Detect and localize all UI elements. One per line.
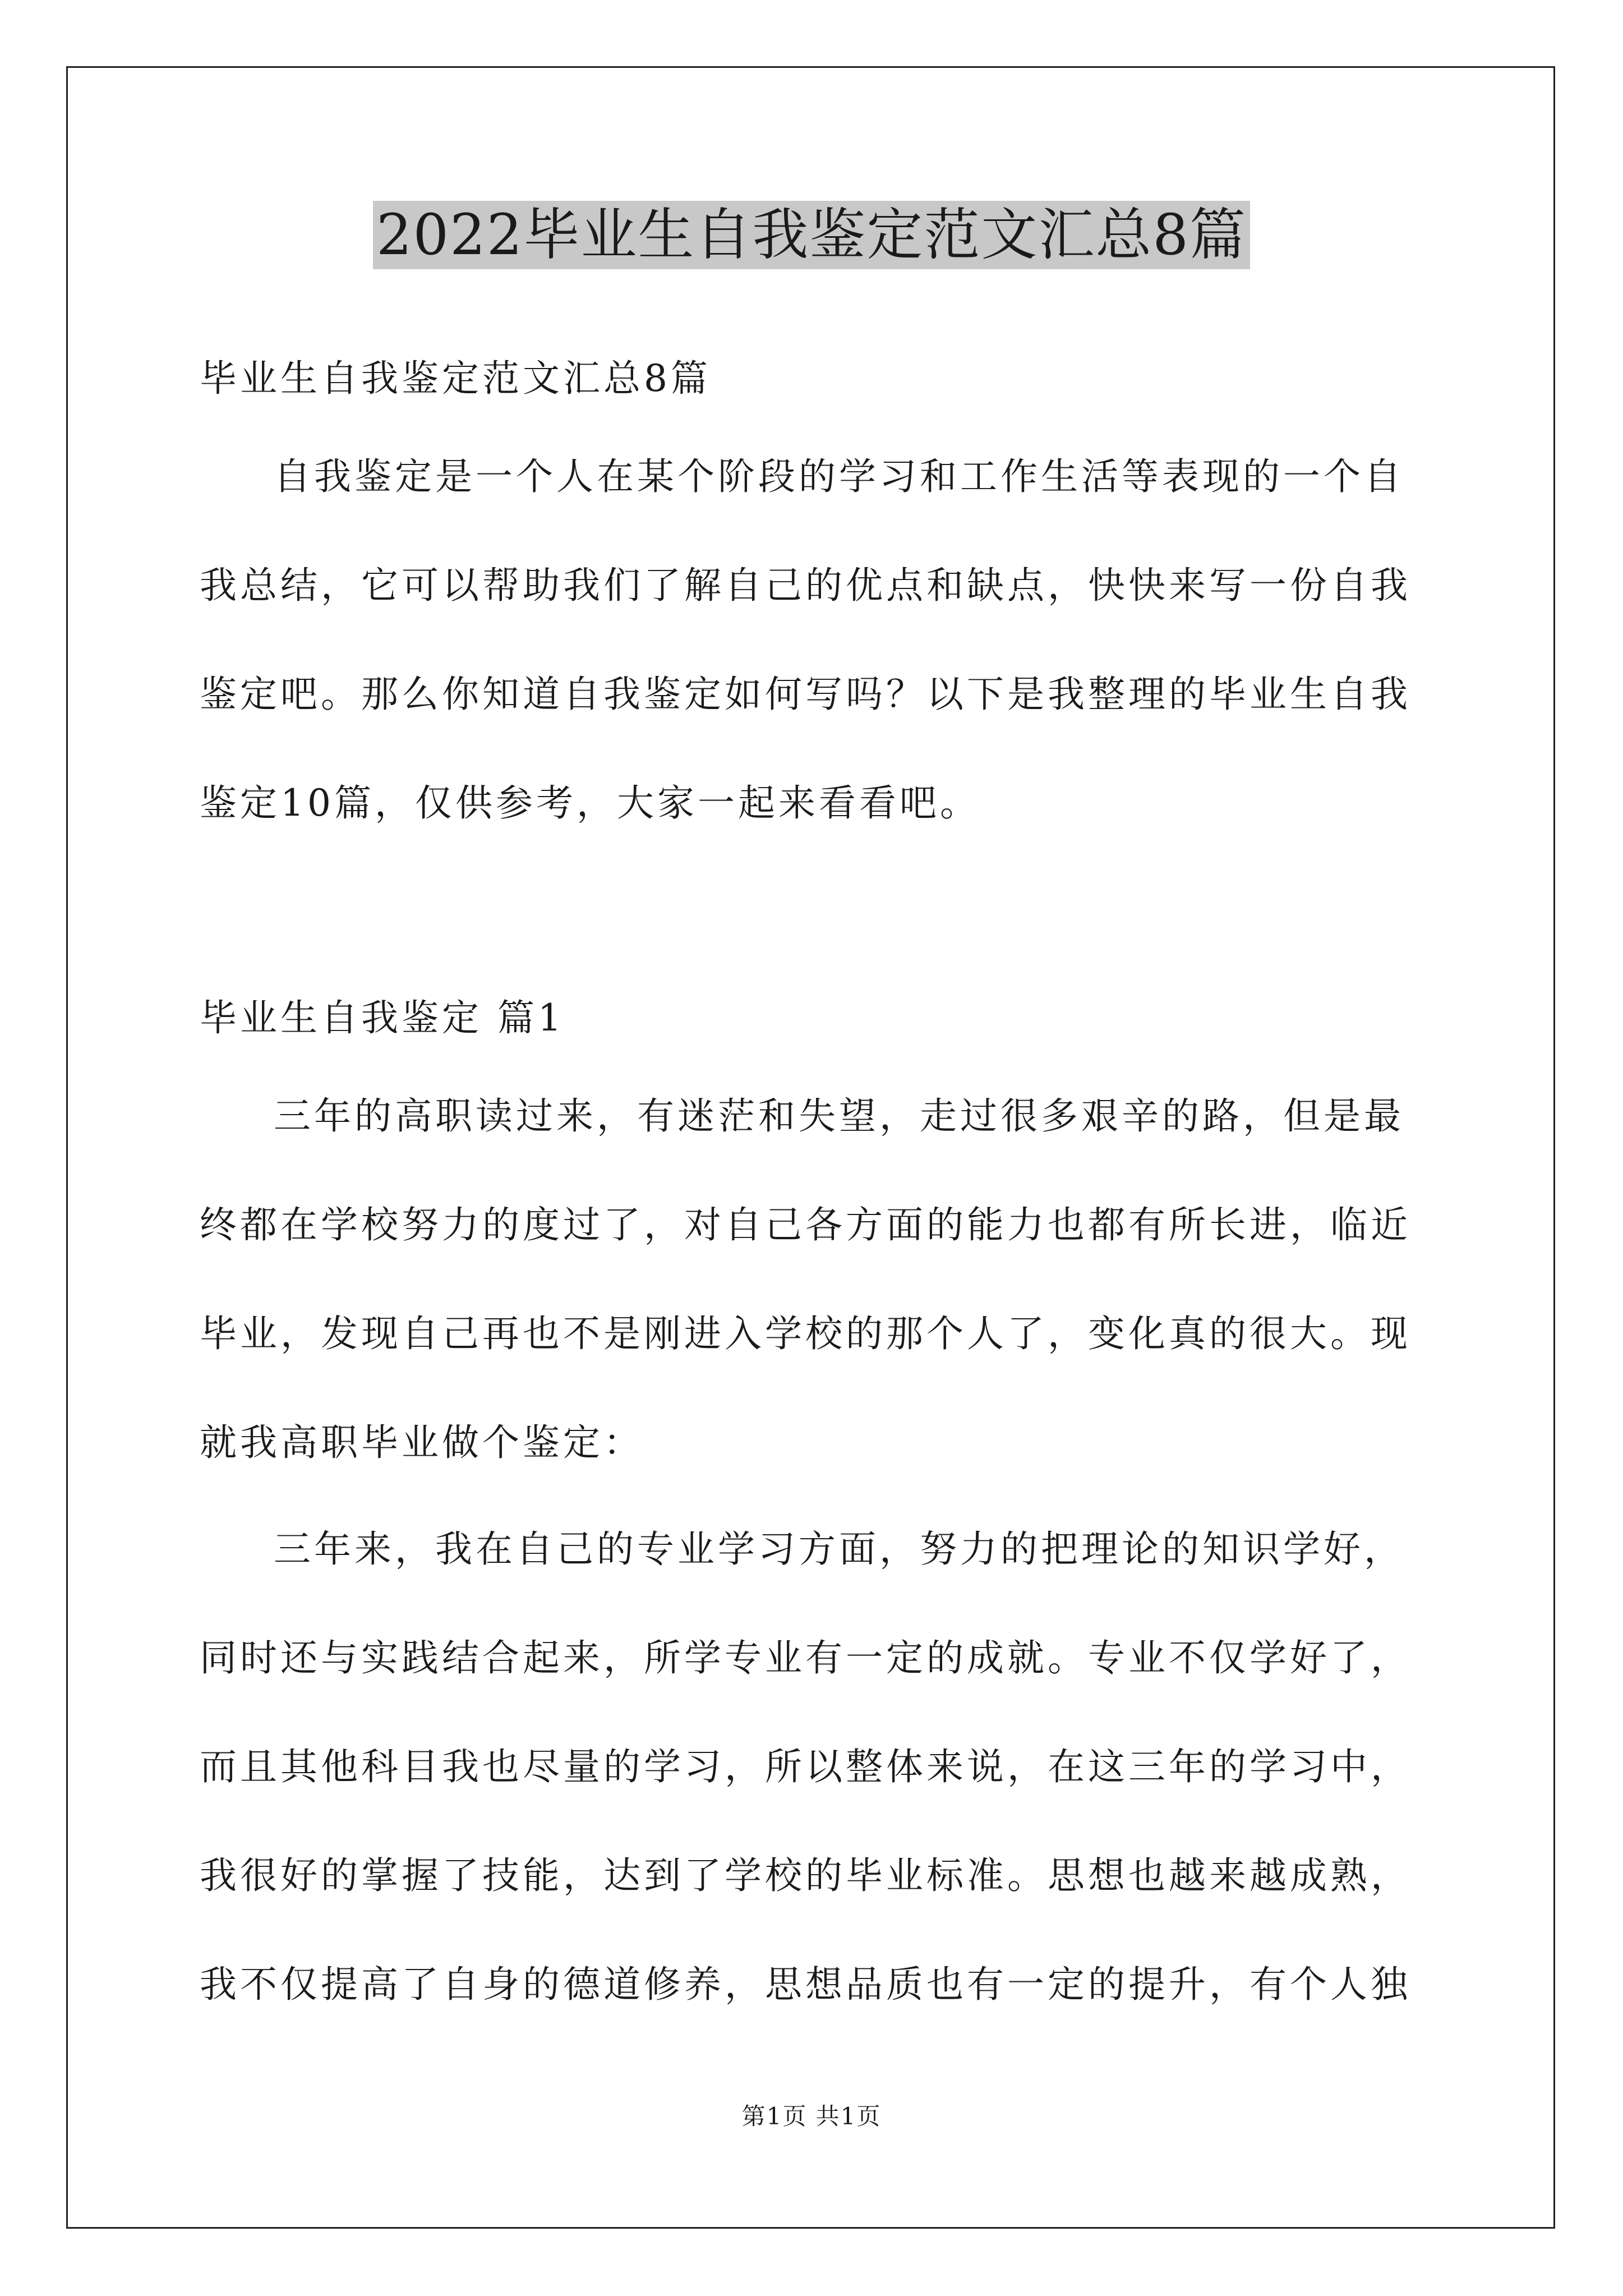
- paragraph-line: 三年的高职读过来，有迷茫和失望，走过很多艰辛的路，但是最: [274, 1094, 1404, 1138]
- page-footer: 第1页 共1页: [741, 2102, 882, 2130]
- paragraph-line: 同时还与实践结合起来，所学专业有一定的成就。专业不仅学好了，: [200, 1636, 1411, 1680]
- document-subtitle: 毕业生自我鉴定范文汇总8篇: [200, 357, 711, 400]
- title-container: [0, 201, 1623, 269]
- paragraph-line: 我很好的掌握了技能，达到了学校的毕业标准。思想也越来越成熟，: [200, 1854, 1411, 1897]
- intro-line: 鉴定吧。那么你知道自我鉴定如何写吗？以下是我整理的毕业生自我: [200, 673, 1411, 716]
- intro-line: 我总结，它可以帮助我们了解自己的优点和缺点，快快来写一份自我: [200, 564, 1411, 607]
- intro-line: 鉴定10篇，仅供参考，大家一起来看看吧。: [200, 781, 980, 825]
- paragraph-line: 终都在学校努力的度过了，对自己各方面的能力也都有所长进，临近: [200, 1203, 1411, 1246]
- paragraph-line: 就我高职毕业做个鉴定：: [200, 1421, 644, 1464]
- body-paragraph-2: [200, 1521, 1433, 2065]
- paragraph-line: 三年来，我在自己的专业学习方面，努力的把理论的知识学好，: [274, 1527, 1404, 1571]
- body-paragraph-1: [200, 1088, 1433, 1524]
- document-title: 2022毕业生自我鉴定范文汇总8篇: [373, 201, 1250, 269]
- paragraph-line: 毕业，发现自己再也不是刚进入学校的那个人了，变化真的很大。现: [200, 1312, 1411, 1355]
- paragraph-line: 我不仅提高了自身的德道修养，思想品质也有一定的提升，有个人独: [200, 1963, 1411, 2006]
- paragraph-line: 而且其他科目我也尽量的学习，所以整体来说，在这三年的学习中，: [200, 1745, 1411, 1788]
- section-heading: 毕业生自我鉴定 篇1: [200, 996, 565, 1039]
- intro-line: 自我鉴定是一个人在某个阶段的学习和工作生活等表现的一个自: [274, 455, 1404, 498]
- intro-paragraph: [200, 449, 1433, 884]
